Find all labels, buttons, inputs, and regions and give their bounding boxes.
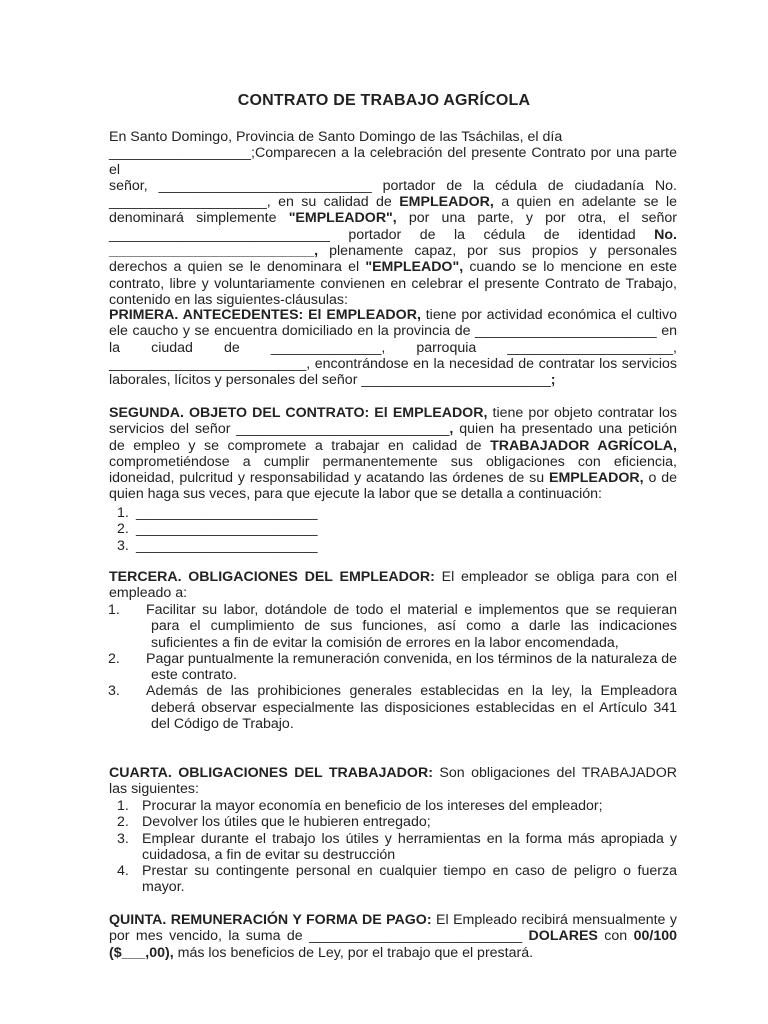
intro-text: plenamente capaz, por sus propios y personales derechos a quien se le denominara el <box>109 243 677 276</box>
list-text: Devolver los útiles que le hubieren entregado; <box>142 814 431 831</box>
segunda-comma: , <box>449 421 454 438</box>
segunda-heading: SEGUNDA. OBJETO DEL CONTRATO: El EMPLEADOR, <box>109 405 488 421</box>
list-text: _______________________ <box>136 505 318 521</box>
tercera-text: El empleador se obliga para con el empleado a: <box>109 569 677 602</box>
quinta-heading: QUINTA. REMUNERACIÓN Y FORMA DE PAGO: <box>109 912 432 928</box>
segunda-text-1: tiene por objeto contratar los servicios del señor ___________________________ <box>109 405 678 438</box>
list-item <box>117 538 677 554</box>
list-item <box>117 831 677 864</box>
primera-text: tiene por actividad económica el cultivo ele caucho y se encuentra domiciliado en la provincia de _______________________ en la ciudad de ______________, parroquia _____________________, _________________________, encontrándose en la necesidad de contratar los servicios laborales, lícitos y personales del señor ________________________ <box>109 307 677 389</box>
list-item <box>108 602 677 651</box>
intro-paragraph <box>109 129 677 308</box>
list-number: 1. <box>117 798 129 814</box>
intro-text: cuando se lo mencione en este contrato, libre y voluntariamente convienen en celebrar el presente Contrato de Trabajo, contenido en las siguientes-cláusulas: <box>109 259 677 308</box>
list-text: Además de las prohibiciones generales establecidas en la ley, la Empleadora deberá observar especialmente las disposiciones establecidas en el Artículo 341 del Código de Trabajo. <box>146 683 677 733</box>
intro-text: a quien en adelante se le denominará simplemente <box>109 194 678 227</box>
cuarta-obligations-list <box>117 798 677 896</box>
list-text: Emplear durante el trabajo los útiles y herramientas en la forma más apropiada y cuidadosa, a fin de evitar su destrucción <box>142 830 677 863</box>
tercera-obligations-list <box>108 602 677 733</box>
list-text: Procurar la mayor economía en beneficio de los intereses del empleador; <box>142 798 603 814</box>
list-number: 2. <box>117 521 129 538</box>
clause-segunda <box>109 405 677 503</box>
intro-line-2: __________________;Comparecen a la celebración del presente Contrato por una parte el <box>109 145 677 178</box>
list-number: 1. <box>108 602 120 618</box>
quinta-text-2: más los beneficios de Ley, por el trabajo que el prestará. <box>173 944 534 961</box>
primera-heading: PRIMERA. ANTECEDENTES: El EMPLEADOR, <box>109 307 421 323</box>
list-number: 2. <box>108 650 120 667</box>
list-item <box>117 863 677 896</box>
list-text: _______________________ <box>136 521 318 538</box>
list-item <box>117 505 677 521</box>
segunda-employer: EMPLEADOR, <box>548 470 644 487</box>
intro-line-3: señor, ___________________________ portador de la cédula de ciudadanía No. <box>109 177 677 194</box>
list-text: Prestar su contingente personal en cualquier tiempo en caso de peligro o fuerza mayor. <box>142 863 677 896</box>
list-number: 3. <box>117 830 129 847</box>
quinta-dolares: DOLARES <box>528 928 598 945</box>
list-number: 1. <box>117 505 129 521</box>
cuarta-heading: CUARTA. OBLIGACIONES DEL TRABAJADOR: <box>109 765 433 781</box>
intro-id-blank: ____________________, <box>109 194 271 211</box>
list-item <box>108 650 677 684</box>
quinta-text-1: El Empleado recibirá mensualmente y por mes vencido, la suma de ___________________________ <box>109 912 677 945</box>
list-number: 2. <box>117 814 129 831</box>
list-item <box>117 798 677 814</box>
primera-end: ; <box>550 372 556 389</box>
segunda-text-2: quien ha presentado una petición de empleo y se compromete a trabajar en calidad de <box>109 421 677 454</box>
list-text: Facilitar su labor, dotándole de todo el material e implementos que se requieran para el cumplimiento de sus funciones, así como a darle las indicaciones suficientes a fin de evitar la comisión de errores en la labor encomendada, <box>146 602 677 651</box>
document-title: CONTRATO DE TRABAJO AGRÍCOLA <box>237 92 531 109</box>
intro-no: No. <box>654 226 677 243</box>
clause-quinta <box>109 912 677 961</box>
clause-cuarta <box>109 765 677 798</box>
list-number: 3. <box>108 683 120 700</box>
list-item <box>108 683 677 733</box>
intro-id-blank-2: __________________________, <box>109 243 319 260</box>
list-text: Pagar puntualmente la remuneración convenida, en los términos de la naturaleza de este contrato. <box>146 650 677 684</box>
intro-text: en su calidad de <box>270 194 400 211</box>
intro-text: por una parte, y por otra, el señor ____________________________ portador de la cédula de identidad <box>109 210 677 243</box>
cuarta-text: Son obligaciones del TRABAJADOR las siguientes: <box>109 765 677 798</box>
segunda-text-3: comprometiéndose a cumplir permanentemente sus obligaciones con eficiencia, idoneidad, pulcritud y responsabilidad y acatando las órdenes de su <box>109 453 677 487</box>
tercera-heading: TERCERA. OBLIGACIONES DEL EMPLEADOR: <box>109 569 435 585</box>
intro-empleador: EMPLEADOR, <box>399 194 494 211</box>
list-number: 3. <box>117 537 129 554</box>
list-item <box>117 521 677 537</box>
segunda-task-list <box>117 505 677 554</box>
intro-empleado-quoted: "EMPLEADO", <box>365 259 464 276</box>
intro-empleador-quoted: "EMPLEADOR", <box>288 210 397 227</box>
list-item <box>117 814 677 830</box>
clause-primera <box>109 307 677 388</box>
clause-tercera <box>109 569 677 602</box>
list-text: _______________________ <box>136 537 318 554</box>
segunda-text-4: o de quien haga sus veces, para que ejecute la labor que se detalla a continuación: <box>109 470 678 503</box>
quinta-con: con <box>597 928 634 945</box>
list-number: 4. <box>117 863 129 880</box>
segunda-role: TRABAJADOR AGRÍCOLA, <box>490 437 677 454</box>
intro-line-1: En Santo Domingo, Provincia de Santo Domingo de las Tsáchilas, el día <box>109 129 563 145</box>
quinta-cents: 00/100 ($___,00), <box>109 928 677 961</box>
